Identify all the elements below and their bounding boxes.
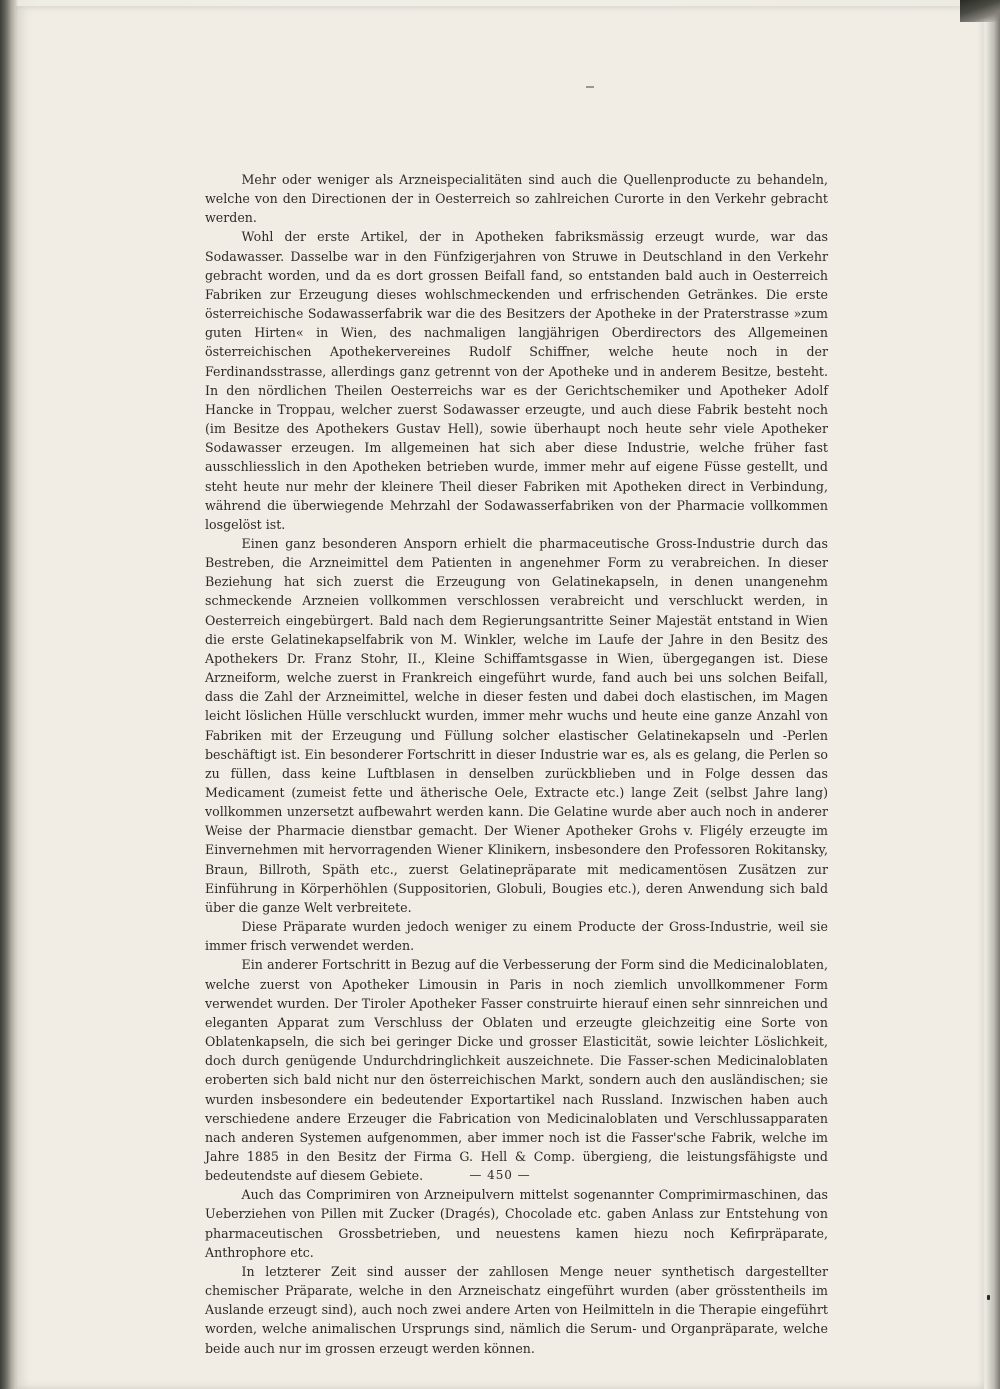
paragraph-praeparate: Diese Präparate wurden jedoch weniger zu einem Producte der Gross-Industrie, weil sie immer frisch verwendet werden. xyxy=(205,919,828,954)
paragraph-medicinaloblaten: Ein anderer Fortschritt in Bezug auf die Verbesserung der Form sind die Medicinaloblaten, welche zuerst von Apotheker Limousin in Paris in noch ziemlich unvollkommener Form verwendet wurden. Der Tiroler Apotheker Fasser construirte hierauf einen sehr sinnreichen und eleganten Apparat zum Verschluss der Oblaten und erzeugte gleichzeitig eine Sorte von Oblatenkapseln, die sich bei geringer Dicke und grosser Elasticität, sowie leichter Löslichkeit, doch durch genügende Undurchdringlichkeit auszeichnete. Die Fasser-schen Medicinaloblaten eroberten sich bald nicht nur den österreichischen Markt, sondern auch den ausländischen; sie wurden insbesondere ein bedeutender Exportartikel nach Russland. Inzwischen haben auch verschiedene andere Erzeuger die Fabrication von Medicinaloblaten und Verschlussapparaten nach anderen Systemen aufgenommen, aber immer noch ist die Fasser'sche Fabrik, welche im Jahre 1885 in den Besitz der Firma G. Hell & Comp. übergieng, die leistungsfähigste und bedeutendste auf diesem Gebiete. xyxy=(205,957,828,1184)
page-number: — 450 — xyxy=(469,1168,531,1182)
paragraph-gelatinekapseln: Einen ganz besonderen Ansporn erhielt die pharmaceutische Gross-Industrie durch das Bestreben, die Arzneimittel dem Patienten in angenehmer Form zu verabreichen. In dieser Beziehung hat sich zuerst die Erzeugung von Gelatinekapseln, in denen unangenehm schmeckende Arzneien vollkommen verschlossen verabreicht und verschluckt werden, in Oesterreich eingebürgert. Bald nach dem Regierungsantritte Seiner Majestät entstand in Wien die erste Gelatinekapselfabrik von M. Winkler, welche im Laufe der Jahre in den Besitz des Apothekers Dr. Franz Stohr, II., Kleine Schiffamtsgasse in Wien, übergegangen ist. Diese Arzneiform, welche zuerst in Frankreich eingeführt wurde, fand auch bei uns solchen Beifall, dass die Zahl der Arzneimittel, welche in dieser festen und dabei doch elastischen, im Magen leicht löslichen Hülle verschluckt wurden, immer mehr wuchs und heute eine ganze Anzahl von Fabriken mit der Erzeugung und Füllung solcher elastischer Gelatinekapseln und -Perlen beschäftigt ist. Ein besonderer Fortschritt in dieser Industrie war es, als es gelang, die Perlen so zu füllen, dass keine Luftblasen in denselben zurückblieben und in Folge dessen das Medicament (zumeist fette und ätherische Oele, Extracte etc.) lange Zeit (selbst Jahre lang) vollkommen unzersetzt aufbewahrt werden kann. Die Gelatine wurde aber auch noch in anderer Weise der Pharmacie dienstbar gemacht. Der Wiener Apotheker Grohs v. Fligély erzeugte im Einvernehmen mit hervorragenden Wiener Klinikern, insbesondere den Professoren Rokitansky, Braun, Billroth, Späth etc., zuerst Gelatinepräparate mit medicamentösen Zusätzen zur Einführung in Körperhöhlen (Suppositorien, Globuli, Bougies etc.), deren Anwendung sich bald über die ganze Welt verbreitete. xyxy=(205,535,828,915)
paragraph-serum-organpraeparate: In letzterer Zeit sind ausser der zahllosen Menge neuer synthetisch dargestellter chemischer Präparate, welche in den Arzneischatz eingeführt wurden (aber grösstentheils im Auslande erzeugt sind), auch noch zwei andere Arten von Heilmitteln in die Therapie eingeführt worden, welche animalischen Ursprungs sind, nämlich die Serum- und Organpräparate, welche beide auch nur im grossen erzeugt werden können. xyxy=(205,1263,828,1356)
top-dash-mark xyxy=(586,86,594,88)
paragraph-quellenproducte: Mehr oder weniger als Arzneispecialitäten sind auch die Quellenproducte zu behandeln, welche von den Directionen der in Oesterreich so zahlreichen Curorte in den Verkehr gebracht werden. xyxy=(205,172,828,226)
corner-tape xyxy=(960,0,1000,22)
paragraph-comprimiren: Auch das Comprimiren von Arzneipulvern mittelst sogenannter Comprimirmaschinen, das Ueberziehen von Pillen mit Zucker (Dragés), Chocolade etc. gaben Anlass zur Entstehung von pharmaceutischen Grossbetrieben, und neuestens kamen hiezu noch Kefirpräparate, Anthrophore etc. xyxy=(205,1187,828,1260)
margin-speck xyxy=(987,1295,990,1300)
paragraph-sodawasser: Wohl der erste Artikel, der in Apotheken fabriksmässig erzeugt wurde, war das Sodawasser. Dasselbe war in den Fünfzigerjahren von Struwe in Deutschland in den Verkehr gebracht worden, und da es dort grossen Beifall fand, so entstanden bald auch in Oesterreich Fabriken zur Erzeugung dieses wohlschmeckenden und erfrischenden Getränkes. Die erste österreichische Sodawasserfabrik war die des Besitzers der Apotheke in der Praterstrasse »zum guten Hirten« in Wien, des nachmaligen langjährigen Oberdirectors des Allgemeinen österreichischen Apothekervereines Rudolf Schiffner, welche heute noch in der Ferdinandsstrasse, allerdings ganz getrennt von der Apotheke und in anderem Besitze, besteht. In den nördlichen Theilen Oesterreichs war es der Gerichtschemiker und Apotheker Adolf Hancke in Troppau, welcher zuerst Sodawasser erzeugte, und auch diese Fabrik besteht noch (im Besitze des Apothekers Gustav Hell), sowie überhaupt noch heute sehr viele Apotheker Sodawasser erzeugen. Im allgemeinen hat sich aber diese Industrie, welche früher fast ausschliesslich in den Apotheken betrieben wurde, immer mehr auf eigene Füsse gestellt, und steht heute nur mehr der kleinere Theil dieser Fabriken mit Apotheken direct in Verbindung, während die überwiegende Mehrzahl der Sodawasserfabriken von der Pharmacie vollkommen losgelöst ist. xyxy=(205,229,828,532)
